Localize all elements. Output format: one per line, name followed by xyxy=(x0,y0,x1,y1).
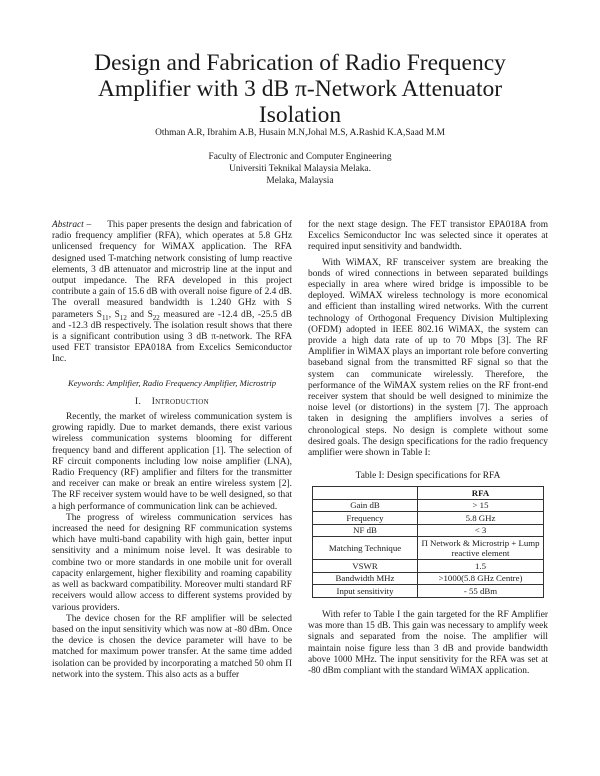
table-row xyxy=(313,524,544,537)
table-param: Frequency xyxy=(313,512,418,525)
paragraph: for the next stage design. The FET transistor EPA018A from Excelics Semiconductor Inc was selected since it operates at required input sensitivity and bandwidth. xyxy=(308,220,548,253)
affiliation xyxy=(120,151,480,187)
table-row xyxy=(313,537,544,560)
table-param: NF dB xyxy=(313,524,418,537)
affiliation-line: Universiti Teknikal Malaysia Melaka. xyxy=(229,164,371,174)
table-value: 5.8 GHz xyxy=(418,512,544,525)
table-row xyxy=(313,585,544,598)
table-value: >1000(5.8 GHz Centre) xyxy=(418,572,544,585)
table-value: Π Network & Microstrip + Lump reactive element xyxy=(418,537,544,560)
table-param: Bandwidth MHz xyxy=(313,572,418,585)
subscript: 11 xyxy=(101,313,109,322)
table-header-blank xyxy=(313,487,418,500)
subscript: 22 xyxy=(152,313,160,322)
table-caption: Table I: Design specifications for RFA xyxy=(355,471,501,482)
table-param: VSWR xyxy=(313,560,418,573)
affiliation-line: Faculty of Electronic and Computer Engineering xyxy=(208,152,392,162)
section-title: Introduction xyxy=(151,396,209,407)
table-param: Input sensitivity xyxy=(313,585,418,598)
abstract-text: This paper presents the design and fabrication of radio frequency amplifier (RFA), which operates at 5.8 GHz unlicensed frequency for WiMAX application. The RFA designed used T-matching network consisting of lump reactive elements, 3 dB attenuator and microstrip line at the input and output impedance. The RFA developed in this project contribute a gain of 15.6 dB with overall noise figure of 2.4 dB. The overall measured bandwidth is 1.240 GHz with S parameters S xyxy=(52,220,292,320)
abstract xyxy=(52,220,292,366)
spec-table xyxy=(312,486,544,598)
affiliation-line: Melaka, Malaysia xyxy=(266,176,334,186)
table-row xyxy=(313,572,544,585)
table-param: Matching Technique xyxy=(313,537,418,560)
left-column xyxy=(52,220,292,681)
section-heading xyxy=(52,397,292,408)
table-value: - 55 dBm xyxy=(418,585,544,598)
table-header-row xyxy=(313,487,544,500)
abstract-text: , S xyxy=(108,309,120,320)
paragraph: The device chosen for the RF amplifier will be selected based on the input sensitivity which was now at -80 dBm. Once the device is chosen the device parameter will have to be matched for maximum power transfer. At the same time added isolation can be provided by incorporating a matched 50 ohm Π network into the system. This also acts as a buffer xyxy=(52,613,292,680)
abstract-label: Abstract – xyxy=(52,220,92,230)
subscript: 12 xyxy=(119,313,127,322)
abstract-text: measured are -12.4 dB, -25.5 dB and -12.3 dB respectively. The isolation result shows that there is a significant contribution using 3 dB π-network. The RFA used FET transistor EPA018A from Excelics Semiconductor Inc. xyxy=(52,309,292,365)
paragraph: With refer to Table I the gain targeted for the RF Amplifier was more than 15 dB. This gain was necessary to amplify week signals and separated from the noise. The amplifier will maintain noise figure less than 3 dB and provide bandwidth above 1000 MHz. The input sensitivity for the RFA was set at -80 dBm compliant with the standard WiMAX application. xyxy=(308,609,548,676)
table-value: < 3 xyxy=(418,524,544,537)
author-list: Othman A.R, Ibrahim A.B, Husain M.N,Johal M.S, A.Rashid K.A,Saad M.M xyxy=(155,128,445,138)
table-value: > 15 xyxy=(418,499,544,512)
table-row xyxy=(313,560,544,573)
paper-title: Design and Fabrication of Radio Frequency Amplifier with 3 dB π-Network Attenuator Isolation xyxy=(94,50,506,128)
table-value: 1.5 xyxy=(418,560,544,573)
table-row xyxy=(313,512,544,525)
section-number: I. xyxy=(135,396,142,407)
paragraph: With WiMAX, RF transceiver system are breaking the bonds of wired connections in between separated buildings especially in area where wired bridge is impossible to be deployed. WiMAX wireless technology is more economical and efficient than installing wired networks. With the current technology of Orthogonal Frequency Division Multiplexing (OFDM) adopted in IEEE 802.16 WiMAX, the system can provide a high data rate of up to 70 Mbps [3]. The RF Amplifier in WiMAX plays an important role before converting baseband signal from the transmitted RF signal so that the system can communicate wirelessly. Therefore, the performance of the WiMAX system relies on the RF front-end receiver system that should be well designed to minimize the noise level (or distortions) in the system [7]. The approach taken in designing the amplifiers involves a series of chronological steps. No design is complete without some desired goals. The design specifications for the radio frequency amplifier were shown in Table I: xyxy=(308,257,548,459)
table-row xyxy=(313,499,544,512)
paragraph: Recently, the market of wireless communication system is growing rapidly. Due to market demands, there exist various wireless communication systems blooming for different frequency band and different application [1]. The selection of RF circuit components including low noise amplifier (LNA), Radio Frequency (RF) amplifier and filters for the transmitter and receiver can make or break an entire wireless system [2]. The RF receiver system would have to be well designed, so that a high performance of communication link can be achieved. xyxy=(52,412,292,512)
abstract-text: and S xyxy=(126,309,153,320)
table-param: Gain dB xyxy=(313,499,418,512)
right-column xyxy=(308,220,548,677)
table-header-cell: RFA xyxy=(418,487,544,500)
keywords: Keywords: Amplifier, Radio Frequency Amplifier, Microstrip xyxy=(67,377,277,388)
paragraph: The progress of wireless communication services has increased the need for designing RF communication systems which have multi-band capability with high gain, better input sensitivity and a minimum noise level. It was desirable to combine two or more standards in one mobile unit for overall capacity enlargement, higher flexibility and roaming capability as well as backward compatibility. Moreover multi standard RF receivers would allow access to different systems provided by various providers. xyxy=(52,512,292,613)
